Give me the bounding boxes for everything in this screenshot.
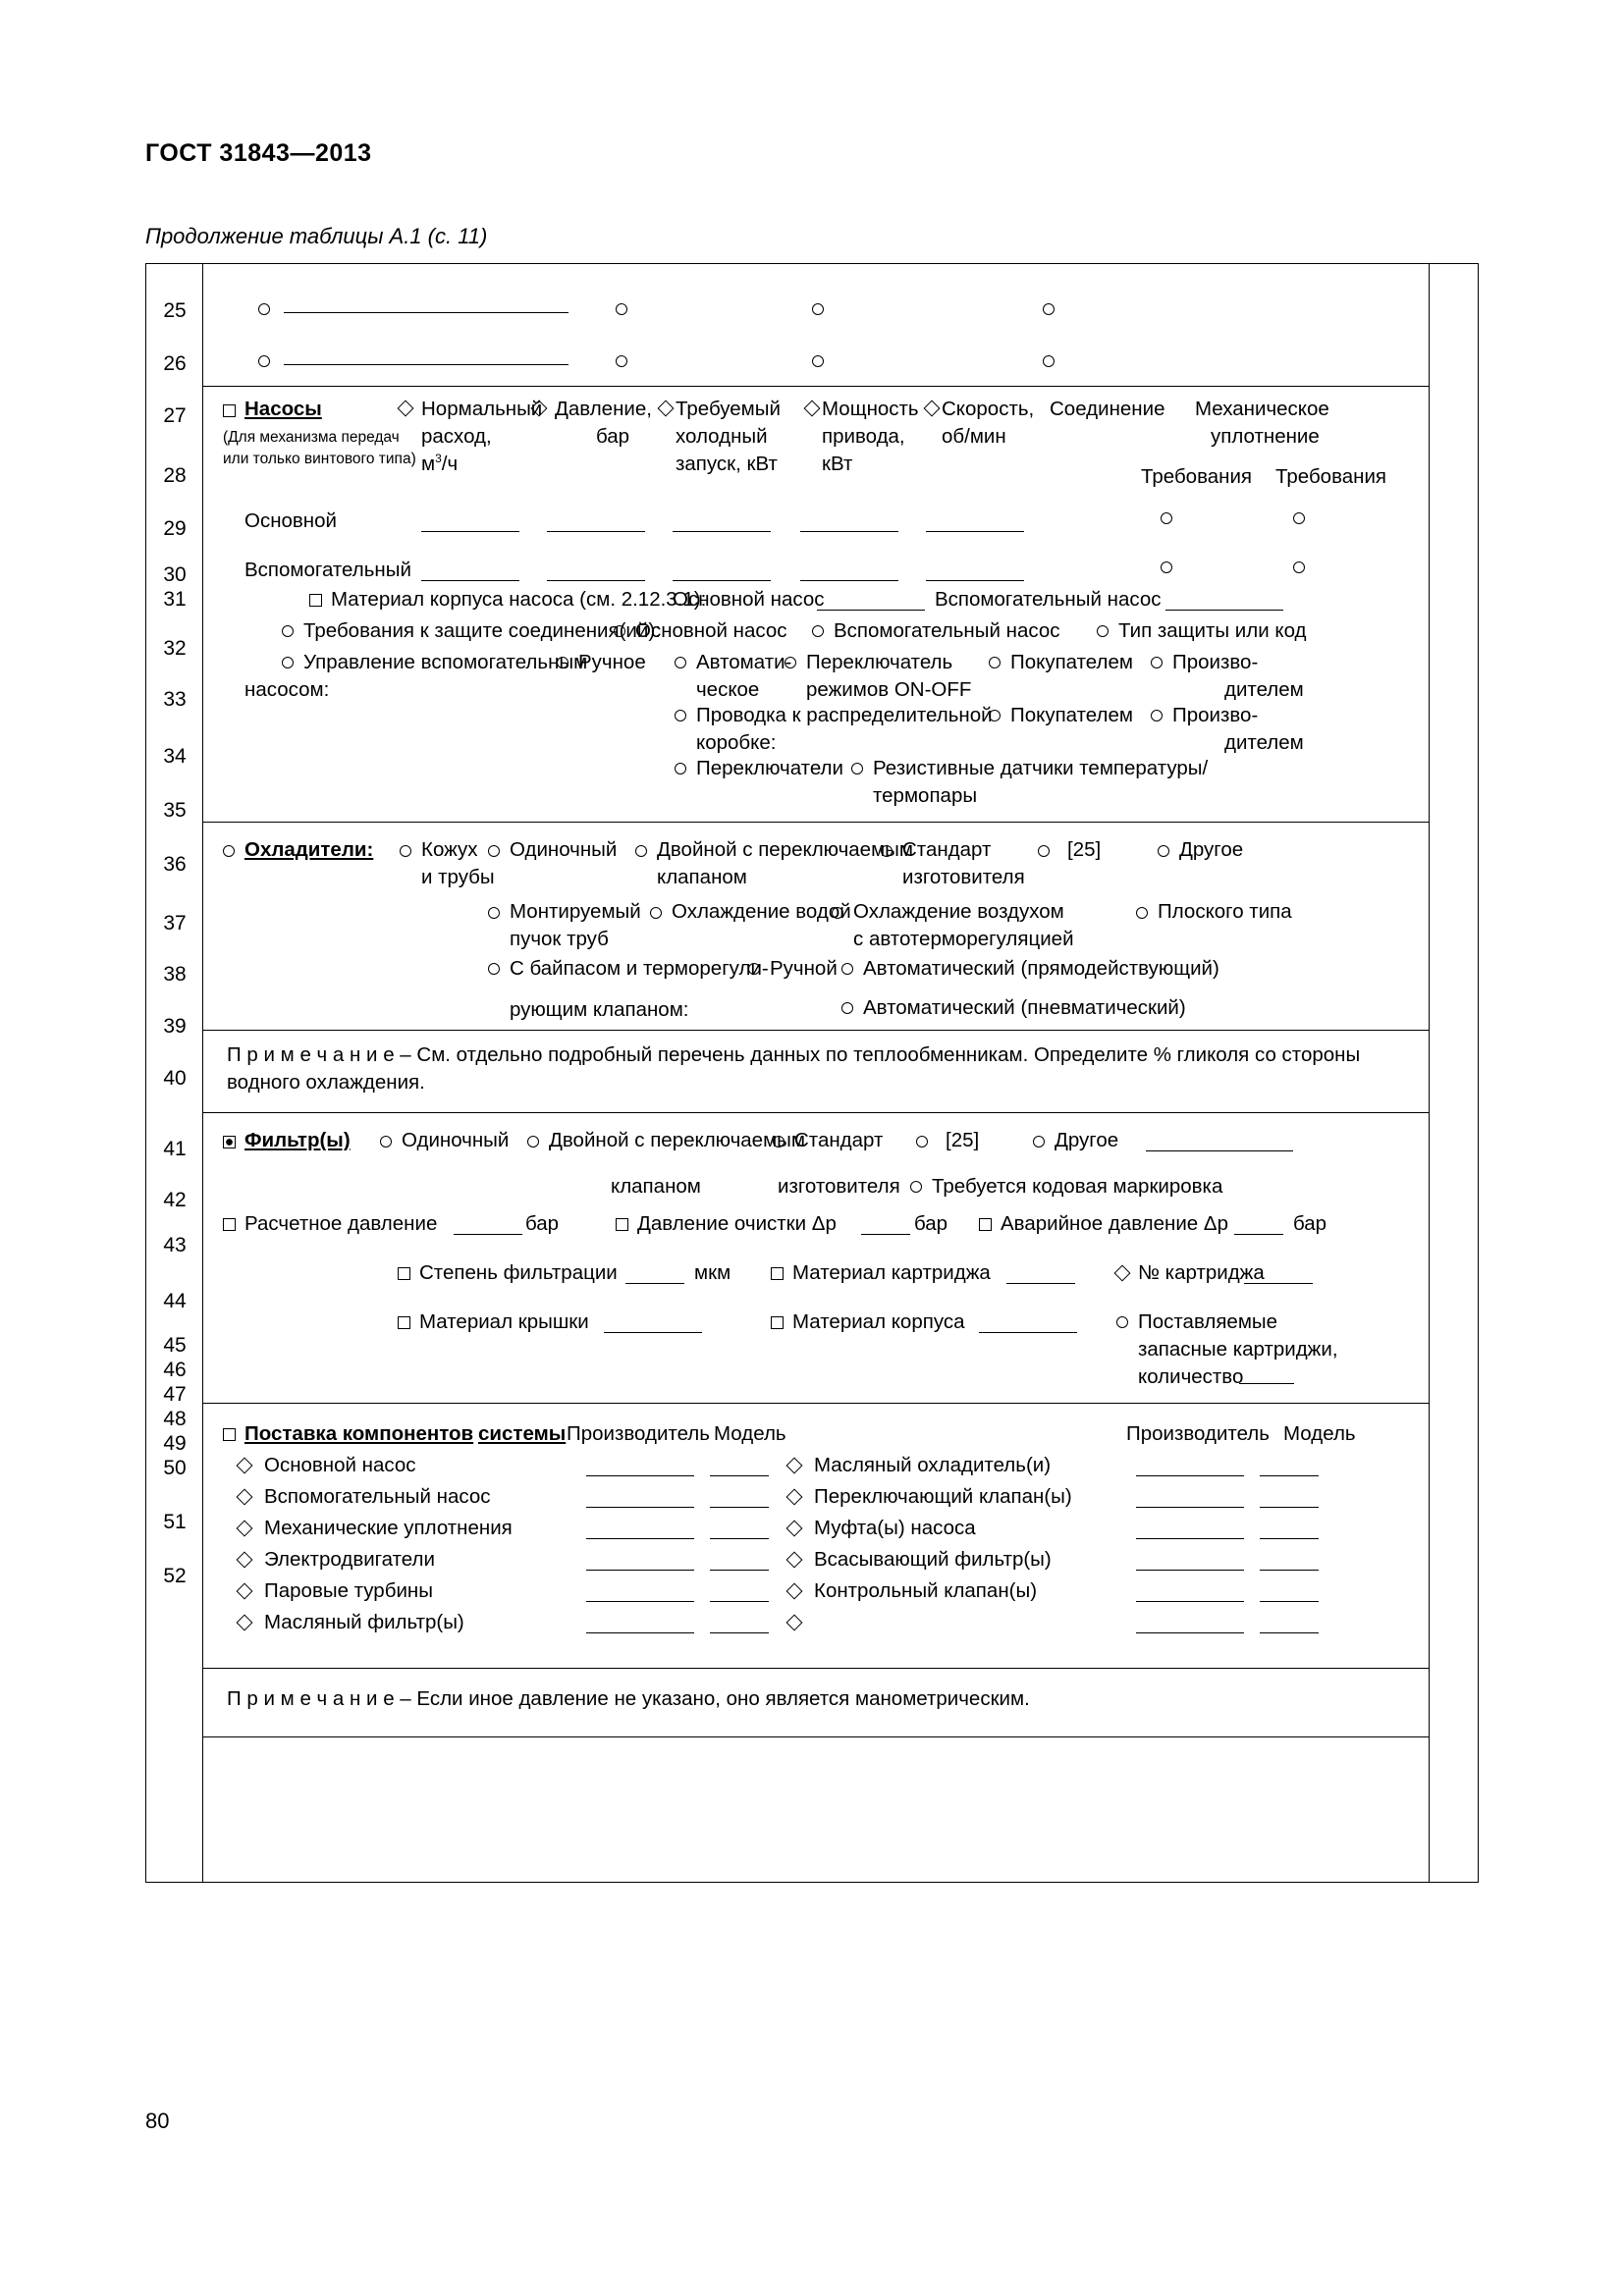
option-circle[interactable] bbox=[1161, 512, 1172, 524]
aux-control-auto-line2: ческое bbox=[696, 678, 760, 701]
coupling-main: Основной насос bbox=[635, 619, 787, 642]
option-circle[interactable] bbox=[488, 963, 500, 975]
fill-line[interactable] bbox=[979, 1332, 1077, 1333]
option-circle[interactable] bbox=[527, 1136, 539, 1148]
cooler-flat: Плоского типа bbox=[1158, 900, 1292, 923]
fill-line[interactable] bbox=[586, 1601, 694, 1602]
wiring-label-line2: коробке: bbox=[696, 731, 777, 754]
pump-col-4-line2: привода, bbox=[822, 425, 905, 448]
fill-line[interactable] bbox=[710, 1601, 769, 1602]
data-sheet-table bbox=[145, 263, 1479, 1883]
row-number: 45 bbox=[163, 1334, 187, 1357]
option-circle[interactable] bbox=[910, 1181, 922, 1193]
option-circle[interactable] bbox=[841, 963, 853, 975]
supply-checkbox[interactable] bbox=[223, 1428, 236, 1441]
row-number: 37 bbox=[163, 912, 187, 934]
option-circle[interactable] bbox=[258, 355, 270, 367]
diamond-marker[interactable] bbox=[786, 1583, 803, 1600]
row-number: 47 bbox=[163, 1383, 187, 1406]
row-number: 44 bbox=[163, 1290, 187, 1312]
row-number: 50 bbox=[163, 1457, 187, 1479]
filter-double-line2: клапаном bbox=[611, 1175, 701, 1198]
fill-line[interactable] bbox=[1260, 1570, 1319, 1571]
pump-col-1-line2: расход, bbox=[421, 425, 492, 448]
aux-control-manual: Ручное bbox=[578, 651, 646, 673]
pump-col-3-line1: Требуемый bbox=[676, 398, 781, 420]
cooler-shell-line2: и трубы bbox=[421, 866, 495, 888]
fill-line[interactable] bbox=[284, 364, 568, 365]
option-circle[interactable] bbox=[1038, 845, 1050, 857]
cooler-standard-line2: изготовителя bbox=[902, 866, 1025, 888]
cooler-water: Охлаждение водой bbox=[672, 900, 851, 923]
pump-col-2-line1: Давление, bbox=[555, 398, 652, 420]
page-number: 80 bbox=[145, 2109, 170, 2133]
section-divider bbox=[203, 1403, 1429, 1404]
pump-row-aux-label: Вспомогательный bbox=[244, 559, 411, 581]
cover-material-checkbox[interactable] bbox=[398, 1316, 410, 1329]
wiring-manufacturer-line1: Произво- bbox=[1172, 704, 1259, 726]
supply-left-item: Основной насос bbox=[264, 1454, 416, 1476]
filter-emergency-pressure: Аварийное давление Δp bbox=[1001, 1212, 1228, 1235]
diamond-marker[interactable] bbox=[237, 1615, 253, 1631]
supply-left-item: Механические уплотнения bbox=[264, 1517, 513, 1539]
row-number: 35 bbox=[163, 799, 187, 822]
pump-col-1-line1: Нормальный bbox=[421, 398, 543, 420]
option-circle[interactable] bbox=[1293, 512, 1305, 524]
coolers-note: П р и м е ч а н и е – См. отдельно подробный перечень данных по теплообменникам. Определите % гликоля со стороны водного охлаждения. bbox=[227, 1043, 1361, 1094]
filter-standard-line2: изготовителя bbox=[778, 1175, 900, 1198]
fill-line[interactable] bbox=[547, 580, 645, 581]
option-circle[interactable] bbox=[1033, 1136, 1045, 1148]
rtd-label-line1: Резистивные датчики температуры/ bbox=[873, 757, 1209, 779]
filters-title: Фильтр(ы) bbox=[244, 1129, 351, 1151]
pump-col-3-line3: запуск, кВт bbox=[676, 453, 778, 475]
option-circle[interactable] bbox=[1043, 303, 1055, 315]
filter-cleaning-pressure: Давление очистки Δp bbox=[637, 1212, 837, 1235]
wiring-manufacturer-line2: дителем bbox=[1224, 731, 1304, 754]
filter-spare-line1: Поставляемые bbox=[1138, 1310, 1278, 1333]
cooler-auto-pneumatic: Автоматический (пневматический) bbox=[863, 996, 1186, 1019]
fill-line[interactable] bbox=[926, 580, 1024, 581]
option-circle[interactable] bbox=[832, 907, 843, 919]
fill-line[interactable] bbox=[1260, 1601, 1319, 1602]
row-number: 39 bbox=[163, 1015, 187, 1038]
option-circle[interactable] bbox=[675, 657, 686, 668]
diamond-marker[interactable] bbox=[804, 400, 821, 417]
pump-col-1-line3: $м^3/ч$ bbox=[421, 452, 459, 475]
fill-line[interactable] bbox=[421, 531, 519, 532]
table-body bbox=[203, 264, 1429, 1882]
option-circle[interactable] bbox=[557, 657, 568, 668]
pump-col-2-line2: бар bbox=[596, 425, 630, 448]
section-divider bbox=[203, 1112, 1429, 1113]
option-circle[interactable] bbox=[675, 710, 686, 721]
option-circle[interactable] bbox=[650, 907, 662, 919]
option-circle[interactable] bbox=[635, 845, 647, 857]
row-number: 38 bbox=[163, 963, 187, 986]
option-circle[interactable] bbox=[773, 1136, 785, 1148]
switches-label: Переключатели bbox=[696, 757, 843, 779]
filter-design-pressure: Расчетное давление bbox=[244, 1212, 438, 1235]
requirements-header-2: Требования bbox=[1275, 465, 1387, 488]
section-divider bbox=[203, 1736, 1429, 1737]
fill-line[interactable] bbox=[1244, 1283, 1313, 1284]
fill-line[interactable] bbox=[710, 1507, 769, 1508]
fill-line[interactable] bbox=[1136, 1570, 1244, 1571]
cooler-manual: Ручной bbox=[770, 957, 838, 980]
option-circle[interactable] bbox=[1151, 710, 1163, 721]
row-number: 31 bbox=[163, 588, 187, 611]
row-number: 30 bbox=[163, 563, 187, 586]
supply-note: П р и м е ч а н и е – Если иное давление не указано, оно является манометрическим. bbox=[227, 1687, 1030, 1710]
row-number: 51 bbox=[163, 1511, 187, 1533]
diamond-marker[interactable] bbox=[786, 1489, 803, 1506]
supply-left-item: Масляный фильтр(ы) bbox=[264, 1611, 464, 1633]
pumps-checkbox[interactable] bbox=[223, 404, 236, 417]
section-divider bbox=[203, 1030, 1429, 1031]
supply-left-item: Вспомогательный насос bbox=[264, 1485, 491, 1508]
wiring-label-line1: Проводка к распределительной bbox=[696, 704, 993, 726]
fill-line[interactable] bbox=[625, 1283, 684, 1284]
pump-col-7-line1: Механическое bbox=[1195, 398, 1329, 420]
row-number: 43 bbox=[163, 1234, 187, 1256]
unit-bar-3: бар bbox=[1293, 1212, 1327, 1235]
supply-right-item: Переключающий клапан(ы) bbox=[814, 1485, 1072, 1508]
cooler-air-line1: Охлаждение воздухом bbox=[853, 900, 1064, 923]
fill-line[interactable] bbox=[926, 531, 1024, 532]
unit-bar-1: бар bbox=[525, 1212, 560, 1235]
diamond-marker[interactable] bbox=[786, 1552, 803, 1569]
pumps-subtitle-line2: или только винтового типа) bbox=[223, 451, 416, 467]
supply-col-model: Модель bbox=[714, 1422, 786, 1445]
fill-line[interactable] bbox=[1234, 1234, 1283, 1235]
cooler-opt-25: [25] bbox=[1067, 838, 1102, 861]
fill-line[interactable] bbox=[1136, 1632, 1244, 1633]
cooler-bundle-line2: пучок труб bbox=[510, 928, 609, 950]
option-circle[interactable] bbox=[1136, 907, 1148, 919]
option-circle[interactable] bbox=[1161, 561, 1172, 573]
diamond-marker[interactable] bbox=[786, 1521, 803, 1537]
option-circle[interactable] bbox=[1151, 657, 1163, 668]
row-number: 41 bbox=[163, 1138, 187, 1160]
fill-line[interactable] bbox=[1146, 1150, 1293, 1151]
row-number: 27 bbox=[163, 404, 187, 427]
cooler-bypass-line1: С байпасом и терморегули- bbox=[510, 957, 769, 980]
option-circle[interactable] bbox=[748, 963, 760, 975]
option-circle[interactable] bbox=[1043, 355, 1055, 367]
cooler-double-line1: Двойной с переключаемым bbox=[657, 838, 914, 861]
fill-line[interactable] bbox=[1239, 1383, 1294, 1384]
fill-line[interactable] bbox=[454, 1234, 522, 1235]
by-purchaser: Покупателем bbox=[1010, 651, 1133, 673]
option-circle[interactable] bbox=[916, 1136, 928, 1148]
aux-control-auto-line1: Автомати- bbox=[696, 651, 792, 673]
fill-line[interactable] bbox=[1260, 1475, 1319, 1476]
diamond-marker[interactable] bbox=[237, 1489, 253, 1506]
fill-line[interactable] bbox=[710, 1538, 769, 1539]
diamond-marker[interactable] bbox=[237, 1521, 253, 1537]
fill-line[interactable] bbox=[861, 1234, 910, 1235]
pump-row-main-label: Основной bbox=[244, 509, 337, 532]
row-number: 26 bbox=[163, 352, 187, 375]
option-circle[interactable] bbox=[282, 657, 294, 668]
filter-cartridge-material: Материал картриджа bbox=[792, 1261, 991, 1284]
filter-single: Одиночный bbox=[402, 1129, 510, 1151]
option-circle[interactable] bbox=[1097, 625, 1109, 637]
cooler-air-line2: с автотерморегуляцией bbox=[853, 928, 1074, 950]
fill-line[interactable] bbox=[586, 1570, 694, 1571]
right-margin-column bbox=[1429, 264, 1478, 1882]
option-circle[interactable] bbox=[881, 845, 893, 857]
cooler-bundle-line1: Монтируемый bbox=[510, 900, 641, 923]
aux-control-label-line1: Управление вспомогательным bbox=[303, 651, 588, 673]
cooler-bypass-line2: рующим клапаном: bbox=[510, 998, 689, 1021]
diamond-marker[interactable] bbox=[658, 400, 675, 417]
switch-label-line1: Переключатель bbox=[806, 651, 953, 673]
pumps-title: Насосы bbox=[244, 398, 322, 420]
option-circle[interactable] bbox=[282, 625, 294, 637]
option-circle[interactable] bbox=[488, 845, 500, 857]
row-number: 32 bbox=[163, 637, 187, 660]
cooler-other: Другое bbox=[1179, 838, 1244, 861]
row-number: 29 bbox=[163, 517, 187, 540]
cooler-shell-line1: Кожух bbox=[421, 838, 478, 861]
fill-line[interactable] bbox=[1260, 1507, 1319, 1508]
row-number: 34 bbox=[163, 745, 187, 768]
filters-checkbox[interactable] bbox=[223, 1136, 236, 1148]
option-circle[interactable] bbox=[841, 1002, 853, 1014]
option-circle[interactable] bbox=[616, 355, 627, 367]
filtration-degree-checkbox[interactable] bbox=[398, 1267, 410, 1280]
fill-line[interactable] bbox=[1006, 1283, 1075, 1284]
option-circle[interactable] bbox=[488, 907, 500, 919]
filter-spare-line2: запасные картриджи, bbox=[1138, 1338, 1338, 1361]
pump-col-6-line1: Соединение bbox=[1050, 398, 1165, 420]
fill-line[interactable] bbox=[586, 1475, 694, 1476]
filter-cartridge-number: № картриджа bbox=[1138, 1261, 1265, 1284]
fill-line[interactable] bbox=[673, 531, 771, 532]
fill-line[interactable] bbox=[1260, 1632, 1319, 1633]
supply-title-1: Поставка компонентов bbox=[244, 1422, 474, 1445]
coupling-aux: Вспомогательный насос bbox=[834, 619, 1060, 642]
cooler-double-line2: клапаном bbox=[657, 866, 747, 888]
pump-col-5-line2: об/мин bbox=[942, 425, 1006, 448]
diamond-marker[interactable] bbox=[237, 1552, 253, 1569]
cooler-standard-line1: Стандарт bbox=[902, 838, 992, 861]
fill-line[interactable] bbox=[604, 1332, 702, 1333]
coupling-type: Тип защиты или код bbox=[1118, 619, 1307, 642]
coupling-protection-label: Требования к защите соединения(ий): bbox=[303, 619, 661, 642]
row-number: 40 bbox=[163, 1067, 187, 1090]
pumps-subtitle-line1: (Для механизма передач bbox=[223, 429, 400, 446]
switch-label-line2: режимов ON-OFF bbox=[806, 678, 972, 701]
fill-line[interactable] bbox=[710, 1632, 769, 1633]
supply-right-item: Всасывающий фильтр(ы) bbox=[814, 1548, 1052, 1571]
pump-material-checkbox[interactable] bbox=[309, 594, 322, 607]
pump-col-4-line3: кВт bbox=[822, 453, 853, 475]
aux-control-label-line2: насосом: bbox=[244, 678, 330, 701]
pump-col-3-line2: холодный bbox=[676, 425, 768, 448]
diamond-marker[interactable] bbox=[786, 1458, 803, 1474]
coolers-radio[interactable] bbox=[223, 845, 235, 857]
supply-title-2: системы bbox=[478, 1422, 567, 1445]
fill-line[interactable] bbox=[800, 580, 898, 581]
filter-double-line1: Двойной с переключаемым bbox=[549, 1129, 806, 1151]
cooler-auto-direct: Автоматический (прямодействующий) bbox=[863, 957, 1219, 980]
fill-line[interactable] bbox=[586, 1507, 694, 1508]
fill-line[interactable] bbox=[1260, 1538, 1319, 1539]
row-number: 52 bbox=[163, 1565, 187, 1587]
housing-material-checkbox[interactable] bbox=[771, 1316, 784, 1329]
option-circle[interactable] bbox=[1158, 845, 1169, 857]
option-circle[interactable] bbox=[616, 303, 627, 315]
fill-line[interactable] bbox=[547, 531, 645, 532]
filter-code-marking: Требуется кодовая маркировка bbox=[932, 1175, 1223, 1198]
supply-col-manufacturer: Производитель bbox=[567, 1422, 710, 1445]
option-circle[interactable] bbox=[614, 625, 625, 637]
diamond-marker[interactable] bbox=[924, 400, 941, 417]
filter-housing-material: Материал корпуса bbox=[792, 1310, 965, 1333]
filter-spare-line3: количество bbox=[1138, 1365, 1244, 1388]
filter-cover-material: Материал крышки bbox=[419, 1310, 589, 1333]
filter-opt-25: [25] bbox=[946, 1129, 980, 1151]
fill-line[interactable] bbox=[586, 1538, 694, 1539]
cooler-single: Одиночный bbox=[510, 838, 618, 861]
option-circle[interactable] bbox=[258, 303, 270, 315]
fill-line[interactable] bbox=[1136, 1507, 1244, 1508]
diamond-marker[interactable] bbox=[237, 1458, 253, 1474]
row-number: 28 bbox=[163, 464, 187, 487]
rtd-label-line2: термопары bbox=[873, 784, 978, 807]
option-circle[interactable] bbox=[400, 845, 411, 857]
row-number: 48 bbox=[163, 1408, 187, 1430]
fill-line[interactable] bbox=[1136, 1475, 1244, 1476]
by-manufacturer-line2: дителем bbox=[1224, 678, 1304, 701]
row-number: 42 bbox=[163, 1189, 187, 1211]
unit-mkm: мкм bbox=[694, 1261, 731, 1284]
pump-col-5-line1: Скорость, bbox=[942, 398, 1035, 420]
option-circle[interactable] bbox=[1116, 1316, 1128, 1328]
pump-col-4-line1: Мощность bbox=[822, 398, 919, 420]
option-circle[interactable] bbox=[675, 763, 686, 774]
fill-line[interactable] bbox=[421, 580, 519, 581]
unit-bar-2: бар bbox=[914, 1212, 948, 1235]
pump-material-label: Материал корпуса насоса (см. 2.12.3.1): bbox=[331, 588, 707, 611]
option-circle[interactable] bbox=[812, 355, 824, 367]
section-divider bbox=[203, 386, 1429, 387]
requirements-header-1: Требования bbox=[1141, 465, 1253, 488]
row-number: 25 bbox=[163, 299, 187, 322]
option-circle[interactable] bbox=[812, 625, 824, 637]
supply-left-item: Паровые турбины bbox=[264, 1579, 433, 1602]
fill-line[interactable] bbox=[710, 1475, 769, 1476]
table-continuation-label: Продолжение таблицы А.1 (с. 11) bbox=[145, 224, 488, 248]
diamond-marker[interactable] bbox=[786, 1615, 803, 1631]
section-divider bbox=[203, 822, 1429, 823]
option-circle[interactable] bbox=[989, 657, 1001, 668]
fill-line[interactable] bbox=[817, 610, 925, 611]
supply-col-manufacturer-right: Производитель bbox=[1126, 1422, 1270, 1445]
cartridge-material-checkbox[interactable] bbox=[771, 1267, 784, 1280]
row-number: 46 bbox=[163, 1359, 187, 1381]
row-number: 36 bbox=[163, 853, 187, 876]
pump-material-main: Основной насос bbox=[673, 588, 825, 611]
fill-line[interactable] bbox=[800, 531, 898, 532]
row-number: 49 bbox=[163, 1432, 187, 1455]
row-number-column bbox=[146, 264, 203, 1882]
supply-right-item: Муфта(ы) насоса bbox=[814, 1517, 976, 1539]
supply-left-item: Электродвигатели bbox=[264, 1548, 435, 1571]
row-number: 33 bbox=[163, 688, 187, 711]
filter-other: Другое bbox=[1055, 1129, 1119, 1151]
option-circle[interactable] bbox=[785, 657, 796, 668]
diamond-marker[interactable] bbox=[1114, 1265, 1131, 1282]
pump-material-aux: Вспомогательный насос bbox=[935, 588, 1162, 611]
supply-right-item: Масляный охладитель(и) bbox=[814, 1454, 1052, 1476]
supply-col-model-right: Модель bbox=[1283, 1422, 1356, 1445]
fill-line[interactable] bbox=[710, 1570, 769, 1571]
fill-line[interactable] bbox=[1165, 610, 1283, 611]
diamond-marker[interactable] bbox=[237, 1583, 253, 1600]
coolers-title: Охладители: bbox=[244, 838, 374, 861]
pump-col-7-line2: уплотнение bbox=[1211, 425, 1320, 448]
wiring-purchaser: Покупателем bbox=[1010, 704, 1133, 726]
fill-line[interactable] bbox=[284, 312, 568, 313]
section-divider bbox=[203, 1668, 1429, 1669]
fill-line[interactable] bbox=[673, 580, 771, 581]
option-circle[interactable] bbox=[380, 1136, 392, 1148]
emergency-pressure-checkbox[interactable] bbox=[979, 1218, 992, 1231]
option-circle[interactable] bbox=[812, 303, 824, 315]
fill-line[interactable] bbox=[1136, 1538, 1244, 1539]
by-manufacturer-line1: Произво- bbox=[1172, 651, 1259, 673]
option-circle[interactable] bbox=[989, 710, 1001, 721]
filter-standard-line1: Стандарт bbox=[794, 1129, 884, 1151]
filter-filtration-degree: Степень фильтрации bbox=[419, 1261, 618, 1284]
option-circle[interactable] bbox=[1293, 561, 1305, 573]
diamond-marker[interactable] bbox=[398, 400, 414, 417]
standard-title: ГОСТ 31843—2013 bbox=[145, 139, 372, 167]
fill-line[interactable] bbox=[1136, 1601, 1244, 1602]
design-pressure-checkbox[interactable] bbox=[223, 1218, 236, 1231]
supply-right-item: Контрольный клапан(ы) bbox=[814, 1579, 1038, 1602]
fill-line[interactable] bbox=[586, 1632, 694, 1633]
cleaning-pressure-checkbox[interactable] bbox=[616, 1218, 628, 1231]
option-circle[interactable] bbox=[851, 763, 863, 774]
